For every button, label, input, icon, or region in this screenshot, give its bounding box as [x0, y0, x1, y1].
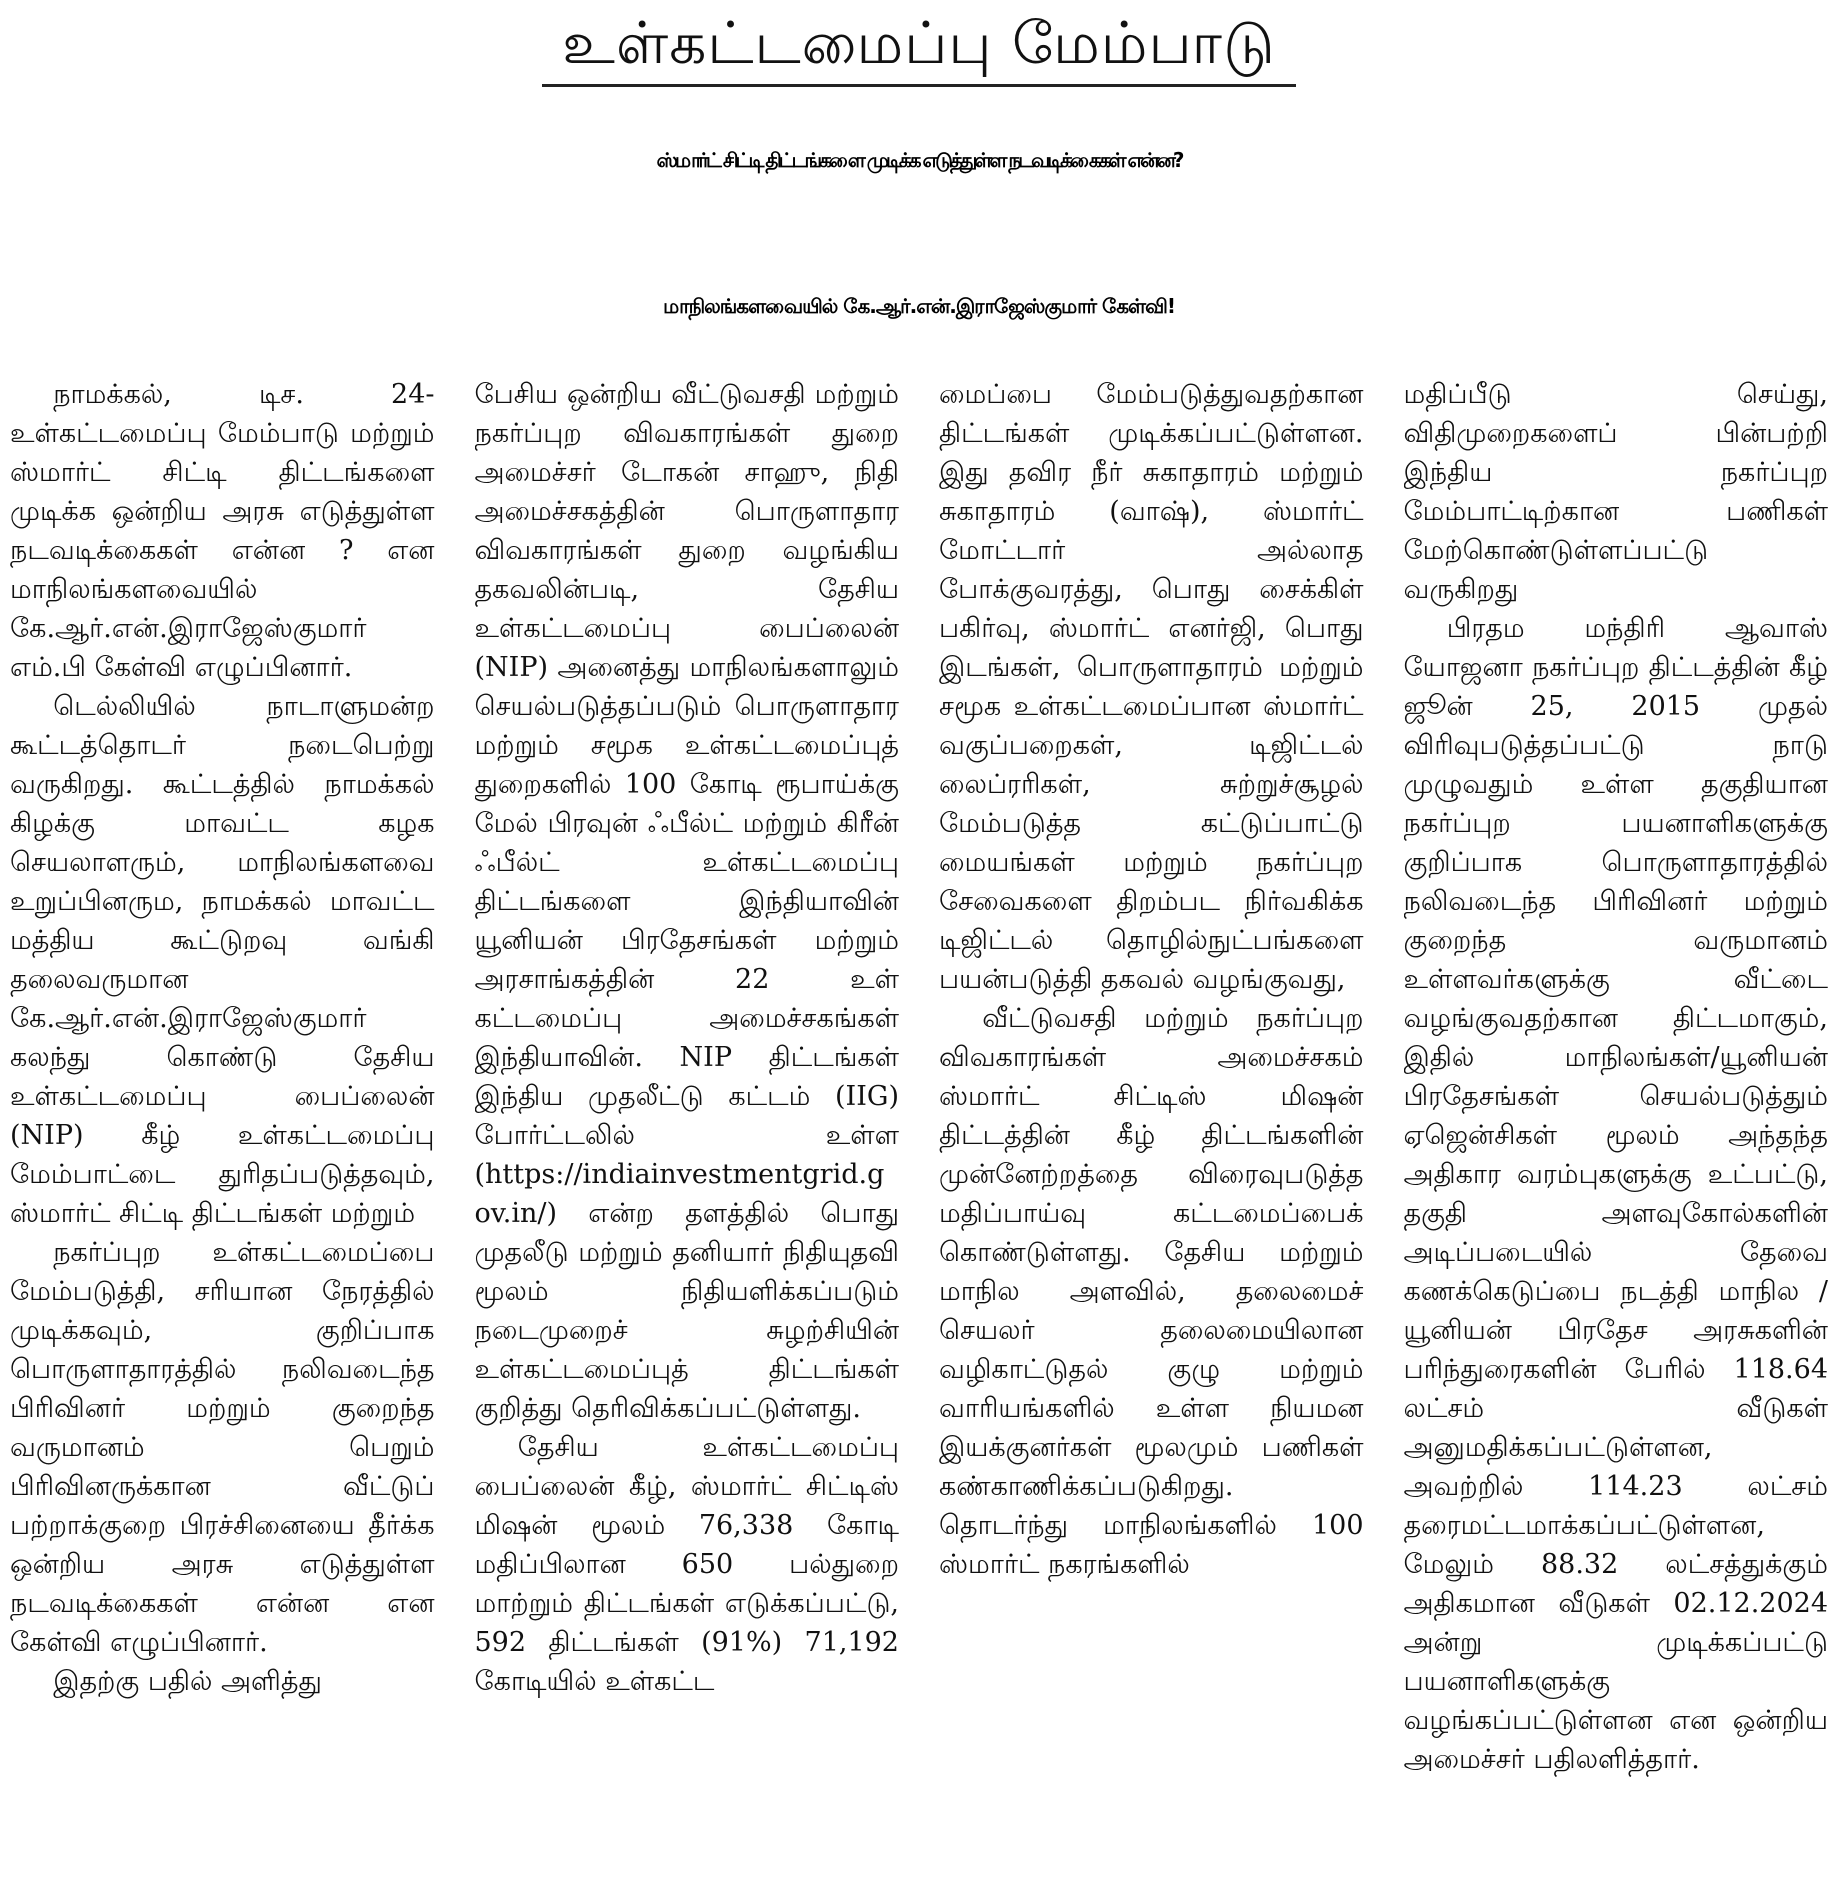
article-paragraph: பேசிய ஒன்றிய வீட்டுவசதி மற்றும் நகர்ப்புற விவகாரங்கள் துறை அமைச்சர் டோகன் சாஹு, நிதி அமைச்சகத்தின் பொருளாதார விவகாரங்கள் துறை வழங்கிய தகவலின்படி, தேசிய உள்கட்டமைப்பு பைப்லைன் (NIP) அனைத்து மாநிலங்களாலும் செயல்படுத்தப்படும் பொருளாதார மற்றும் சமூக உள்கட்டமைப்புத் துறைகளில் 100 கோடி ரூபாய்க்கு மேல் பிரவுன் ஃபீல்ட் மற்றும் கிரீன் ஃபீல்ட் உள்கட்டமைப்பு திட்டங்களை இந்தியாவின் யூனியன் பிரதேசங்கள் மற்றும் அரசாங்கத்தின் 22 உள் கட்டமைப்பு அமைச்சகங்கள் இந்தியாவின். NIP திட்டங்கள் இந்திய முதலீட்டு கட்டம் (IIG) போர்ட்டலில் உள்ள (https://indiainvestmentgrid.gov.in/) என்ற தளத்தில் பொது முதலீடு மற்றும் தனியார் நிதியுதவி மூலம் நிதியளிக்கப்படும் நடைமுறைச் சுழற்சியின் உள்கட்டமைப்புத் திட்டங்கள் குறித்து தெரிவிக்கப்பட்டுள்ளது. [474, 379, 899, 1424]
kicker-title: உள்கட்டமைப்பு மேம்பாடு [542, 6, 1295, 87]
article-paragraph: இதற்கு பதில் அளித்து [53, 1666, 322, 1697]
article-paragraph: தேசிய உள்கட்டமைப்பு பைப்லைன் கீழ், ஸ்மார்ட் சிட்டிஸ் மிஷன் மூலம் 76,338 கோடி மதிப்பிலான 650 பல்துறை மாற்றும் திட்டங்கள் எடுக்கப்பட்டு, 592 திட்டங்கள் (91%) 71,192 கோடியில் உள்கட்ட [474, 1432, 899, 1697]
article-column-1 [10, 375, 435, 1890]
article-column-3 [939, 375, 1364, 1890]
article-paragraph: வீட்டுவசதி மற்றும் நகர்ப்புற விவகாரங்கள் அமைச்சகம் ஸ்மார்ட் சிட்டிஸ் மிஷன் திட்டத்தின் கீழ் திட்டங்களின் முன்னேற்றத்தை விரைவுபடுத்த மதிப்பாய்வு கட்டமைப்பைக் கொண்டுள்ளது. தேசிய மற்றும் மாநில அளவில், தலைமைச் செயலர் தலைமையிலான வழிகாட்டுதல் குழு மற்றும் வாரியங்களில் உள்ள நியமன இயக்குனர்கள் மூலமும் பணிகள் கண்காணிக்கப்படுகிறது. தொடர்ந்து மாநிலங்களில் 100 ஸ்மார்ட் நகரங்களில் [939, 1003, 1364, 1580]
article-paragraph: மைப்பை மேம்படுத்துவதற்கான திட்டங்கள் முடிக்கப்பட்டுள்ளன. இது தவிர நீர் சுகாதாரம் மற்றும் சுகாதாரம் (வாஷ்), ஸ்மார்ட் மோட்டார் அல்லாத போக்குவரத்து, பொது சைக்கிள் பகிர்வு, ஸ்மார்ட் எனர்ஜி, பொது இடங்கள், பொருளாதாரம் மற்றும் சமூக உள்கட்டமைப்பான ஸ்மார்ட் வகுப்பறைகள், டிஜிட்டல் லைப்ரரிகள், சுற்றுச்சூழல் மேம்படுத்த கட்டுப்பாட்டு மையங்கள் மற்றும் நகர்ப்புற சேவைகளை திறம்பட நிர்வகிக்க டிஜிட்டல் தொழில்நுட்பங்களை பயன்படுத்தி தகவல் வழங்குவது, [939, 379, 1364, 995]
article-column-2 [475, 375, 900, 1890]
article-paragraph: நகர்ப்புற உள்கட்டமைப்பை மேம்படுத்தி, சரியான நேரத்தில் முடிக்கவும், குறிப்பாக பொருளாதாரத்தில் நலிவடைந்த பிரிவினர் மற்றும் குறைந்த வருமானம் பெறும் பிரிவினருக்கான வீட்டுப் பற்றாக்குறை பிரச்சினையை தீர்க்க ஒன்றிய அரசு எடுத்துள்ள நடவடிக்கைகள் என்ன என கேள்வி எழுப்பினார். [10, 1237, 435, 1658]
article-paragraph: பிரதம மந்திரி ஆவாஸ் யோஜனா நகர்ப்புற திட்டத்தின் கீழ் ஜூன் 25, 2015 முதல் விரிவுபடுத்தப்பட்டு நாடு முழுவதும் உள்ள தகுதியான நகர்ப்புற பயனாளிகளுக்கு குறிப்பாக பொருளாதாரத்தில் நலிவடைந்த பிரிவினர் மற்றும் குறைந்த வருமானம் உள்ளவர்களுக்கு வீட்டை வழங்குவதற்கான திட்டமாகும், இதில் மாநிலங்கள்/யூனியன் பிரதேசங்கள் செயல்படுத்தும் ஏஜென்சிகள் மூலம் அந்தந்த அதிகார வரம்புகளுக்கு உட்பட்டு, தகுதி அளவுகோல்களின் அடிப்படையில் தேவை கணக்கெடுப்பை நடத்தி மாநில / யூனியன் பிரதேச அரசுகளின் பரிந்துரைகளின் பேரில் 118.64 லட்சம் வீடுகள் அனுமதிக்கப்பட்டுள்ளன, அவற்றில் 114.23 லட்சம் தரைமட்டமாக்கப்பட்டுள்ளன, மேலும் 88.32 லட்சத்துக்கும் அதிகமான வீடுகள் 02.12.2024 அன்று முடிக்கப்பட்டு பயனாளிகளுக்கு வழங்கப்பட்டுள்ளன என ஒன்றிய அமைச்சர் பதிலளித்தார். [1403, 613, 1828, 1775]
article-paragraph: டெல்லியில் நாடாளுமன்ற கூட்டத்தொடர் நடைபெற்று வருகிறது. கூட்டத்தில் நாமக்கல் கிழக்கு மாவட்ட கழக செயலாளரும், மாநிலங்களவை உறுப்பினரும, நாமக்கல் மாவட்ட மத்திய கூட்டுறவு வங்கி தலைவருமான கே.ஆர்.என்.இராஜேஸ்குமார் கலந்து கொண்டு தேசிய உள்கட்டமைப்பு பைப்லைன் (NIP) கீழ் உள்கட்டமைப்பு மேம்பாட்டை துரிதப்படுத்தவும், ஸ்மார்ட் சிட்டி திட்டங்கள் மற்றும் [10, 691, 435, 1229]
article-column-4 [1404, 375, 1829, 1890]
article-paragraph: நாமக்கல், டிச. 24- உள்கட்டமைப்பு மேம்பாடு மற்றும் ஸ்மார்ட் சிட்டி திட்டங்களை முடிக்க ஒன்றிய அரசு எடுத்துள்ள நடவடிக்கைகள் என்ன ? என மாநிலங்களவையில் கே.ஆர்.என்.இராஜேஸ்குமார் எம்.பி கேள்வி எழுப்பினார். [10, 379, 435, 683]
subheadline: மாநிலங்களவையில் கே.ஆர்.என்.இராஜேஸ்குமார் கேள்வி! [663, 294, 1175, 318]
kicker-section [0, 6, 1838, 87]
article-paragraph: மதிப்பீடு செய்து, விதிமுறைகளைப் பின்பற்றி இந்திய நகர்ப்புற மேம்பாட்டிற்கான பணிகள் மேற்கொண்டுள்ளப்பட்டு வருகிறது [1403, 379, 1828, 605]
article-body [10, 375, 1828, 1890]
headline: ஸ்மார்ட் சிட்டி திட்டங்களை முடிக்க எடுத்துள்ள நடவடிக்கைகள் என்ன? [656, 148, 1182, 172]
